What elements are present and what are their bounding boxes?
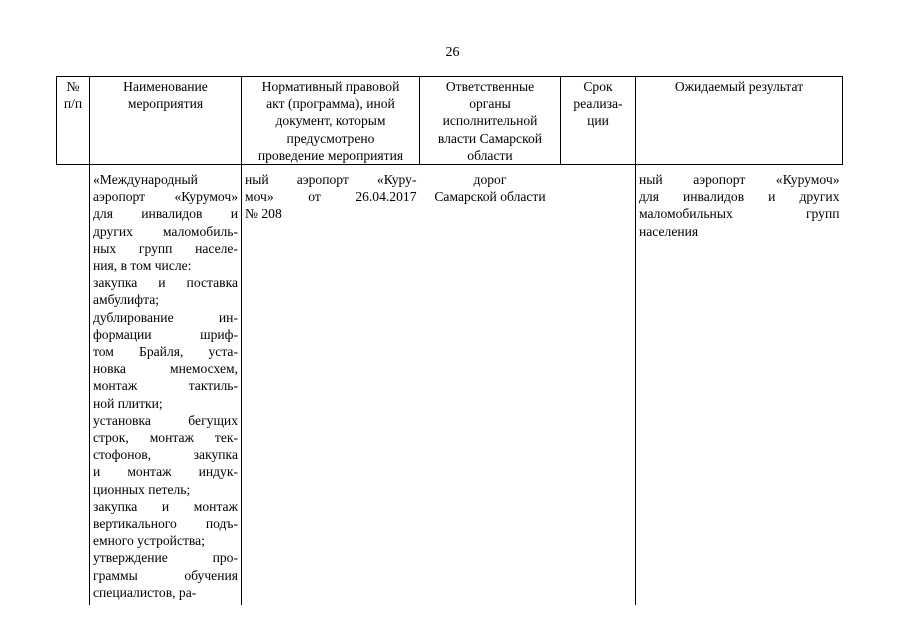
table-row bbox=[57, 165, 843, 605]
cell-name-line: «Международный bbox=[93, 172, 198, 188]
header-responsible-line: власти Самарской bbox=[437, 130, 543, 146]
header-responsible-line: органы bbox=[469, 96, 511, 112]
cell-act-line: ный аэропорт «Куру- bbox=[245, 172, 417, 188]
cell-name-line: новка мнемосхем, bbox=[93, 361, 238, 377]
header-num-line: п/п bbox=[63, 96, 83, 112]
header-term-line: ции bbox=[587, 113, 609, 129]
cell-name-line: утверждение про- bbox=[93, 550, 238, 566]
table-header-row bbox=[57, 77, 843, 165]
header-term bbox=[561, 77, 636, 165]
cell-name-line: установка бегущих bbox=[93, 412, 238, 428]
header-term-line: Срок bbox=[583, 79, 613, 94]
cell-num bbox=[57, 165, 90, 605]
cell-name-line: ной плитки; bbox=[93, 395, 163, 411]
header-responsible-line: исполнительной bbox=[442, 113, 538, 129]
cell-name-line: строк, монтаж тек- bbox=[93, 430, 238, 446]
cell-name-line: ционных петель; bbox=[93, 481, 191, 497]
header-name bbox=[90, 77, 242, 165]
header-result bbox=[636, 77, 843, 165]
header-act-line: предусмотрено bbox=[286, 130, 375, 146]
measures-table bbox=[56, 76, 843, 605]
cell-name-line: и монтаж индук- bbox=[93, 464, 238, 480]
header-act-line: акт (программа), иной bbox=[266, 96, 395, 112]
cell-name-line: формации шриф- bbox=[93, 326, 238, 342]
cell-name-line: ных групп населе- bbox=[93, 240, 238, 256]
header-name-line: мероприятия bbox=[127, 96, 204, 112]
cell-name-line: том Брайля, уста- bbox=[93, 344, 238, 360]
cell-name-line: ния, в том числе: bbox=[93, 258, 192, 274]
cell-name-line: специалистов, ра- bbox=[93, 584, 197, 600]
header-act-line: документ, которым bbox=[275, 113, 386, 129]
header-responsible-line: Ответственные bbox=[445, 79, 535, 94]
cell-term bbox=[561, 165, 636, 605]
cell-result-line: ный аэропорт «Курумоч» bbox=[639, 172, 840, 188]
header-name-line: Наименование bbox=[123, 79, 208, 94]
cell-name-line: граммы обучения bbox=[93, 567, 238, 583]
cell-responsible-line: дорог bbox=[473, 172, 507, 188]
measures-table-container bbox=[56, 76, 843, 605]
cell-name-line: других маломобиль- bbox=[93, 223, 238, 239]
cell-name-line: закупка и поставка bbox=[93, 275, 238, 291]
header-act-line: проведение мероприятия bbox=[257, 147, 404, 163]
cell-responsible bbox=[420, 165, 561, 605]
cell-act-line: № 208 bbox=[245, 206, 282, 222]
header-result-line: Ожидаемый результат bbox=[674, 79, 804, 94]
cell-result-line: маломобильных групп bbox=[639, 206, 840, 222]
cell-name-line: емного устройства; bbox=[93, 533, 205, 549]
cell-result-line: для инвалидов и других bbox=[639, 189, 840, 205]
cell-name-line: амбулифта; bbox=[93, 292, 160, 308]
header-act-line: Нормативный правовой bbox=[261, 79, 400, 94]
cell-name-line: аэропорт «Курумоч» bbox=[93, 189, 238, 205]
cell-name-line: монтаж тактиль- bbox=[93, 378, 238, 394]
cell-name-line: дублирование ин- bbox=[93, 309, 238, 325]
cell-name bbox=[90, 165, 242, 605]
header-num-line: № bbox=[66, 79, 80, 94]
page-number: 26 bbox=[445, 45, 460, 60]
cell-name-line: вертикального подъ- bbox=[93, 516, 238, 532]
header-num bbox=[57, 77, 90, 165]
header-responsible bbox=[420, 77, 561, 165]
cell-result bbox=[636, 165, 843, 605]
cell-name-line: стофонов, закупка bbox=[93, 447, 238, 463]
cell-act bbox=[242, 165, 420, 605]
cell-name-line: закупка и монтаж bbox=[93, 498, 238, 514]
cell-act-line: моч» от 26.04.2017 bbox=[245, 189, 417, 205]
cell-responsible-line: Самарской области bbox=[434, 189, 546, 205]
header-term-line: реализа- bbox=[573, 96, 623, 112]
cell-result-line: населения bbox=[639, 223, 699, 239]
cell-name-line: для инвалидов и bbox=[93, 206, 238, 222]
header-responsible-line: области bbox=[467, 147, 513, 163]
header-act bbox=[242, 77, 420, 165]
